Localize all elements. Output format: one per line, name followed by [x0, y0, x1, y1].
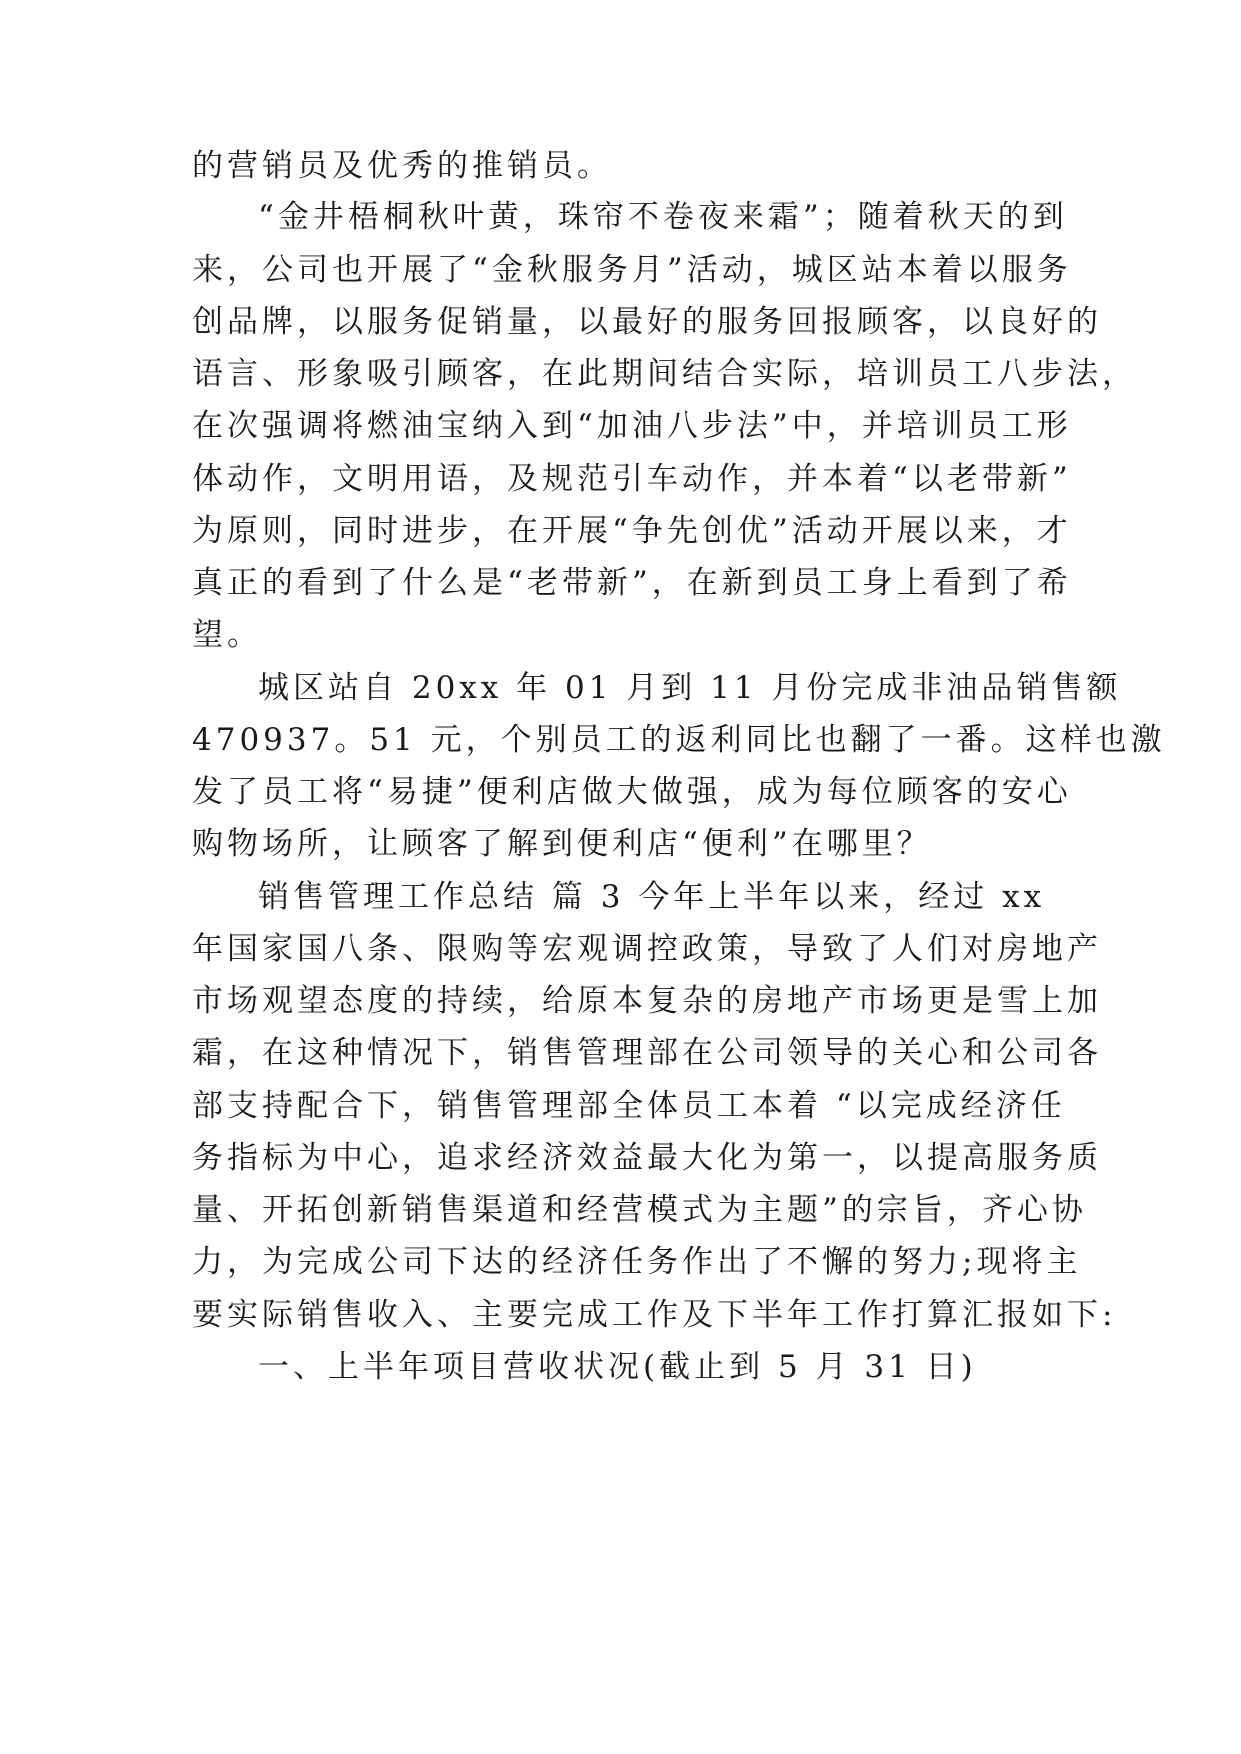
text-line: 发了员工将“易捷”便利店做大做强，成为每位顾客的安心	[192, 774, 1072, 810]
text-line: 力，为完成公司下达的经济任务作出了不懈的努力;现将主	[192, 1244, 1082, 1280]
text-line: 在次强调将燃油宝纳入到“加油八步法”中，并培训员工形	[192, 408, 1072, 444]
text-line: 销售管理工作总结 篇 3 今年上半年以来，经过 xx	[258, 879, 1046, 915]
text-line: 城区站自 20xx 年 01 月到 11 月份完成非油品销售额	[258, 670, 1122, 706]
text-line: 470937。51 元，个别员工的返利同比也翻了一番。这样也激	[192, 722, 1166, 758]
text-line: 望。	[192, 617, 262, 653]
text-line: 务指标为中心，追求经济效益最大化为第一，以提高服务质	[192, 1140, 1102, 1176]
text-line: 市场观望态度的持续，给原本复杂的房地产市场更是雪上加	[192, 983, 1102, 1019]
text-line: “金井梧桐秋叶黄，珠帘不卷夜来霜”；随着秋天的到	[258, 199, 1068, 235]
text-line: 购物场所，让顾客了解到便利店“便利”在哪里？	[192, 826, 932, 862]
text-line: 真正的看到了什么是“老带新”，在新到员工身上看到了希	[192, 565, 1072, 601]
text-line: 年国家国八条、限购等宏观调控政策，导致了人们对房地产	[192, 931, 1102, 967]
text-line: 要实际销售收入、主要完成工作及下半年工作打算汇报如下:	[192, 1297, 1117, 1333]
text-line: 的营销员及优秀的推销员。	[192, 148, 612, 184]
text-line: 体动作，文明用语，及规范引车动作，并本着“以老带新”	[192, 461, 1072, 497]
section-heading: 一、上半年项目营收状况(截止到 5 月 31 日)	[258, 1349, 977, 1385]
text-line: 量、开拓创新销售渠道和经营模式为主题”的宗旨，齐心协	[192, 1192, 1087, 1228]
text-line: 语言、形象吸引顾客，在此期间结合实际，培训员工八步法，	[192, 356, 1137, 392]
text-line: 为原则，同时进步，在开展“争先创优”活动开展以来，才	[192, 513, 1072, 549]
text-line: 霜，在这种情况下，销售管理部在公司领导的关心和公司各	[192, 1035, 1102, 1071]
text-line: 创品牌，以服务促销量，以最好的服务回报顾客，以良好的	[192, 304, 1102, 340]
text-line: 来，公司也开展了“金秋服务月”活动，城区站本着以服务	[192, 252, 1072, 288]
text-line: 部支持配合下，销售管理部全体员工本着 “以完成经济任	[192, 1088, 1066, 1124]
